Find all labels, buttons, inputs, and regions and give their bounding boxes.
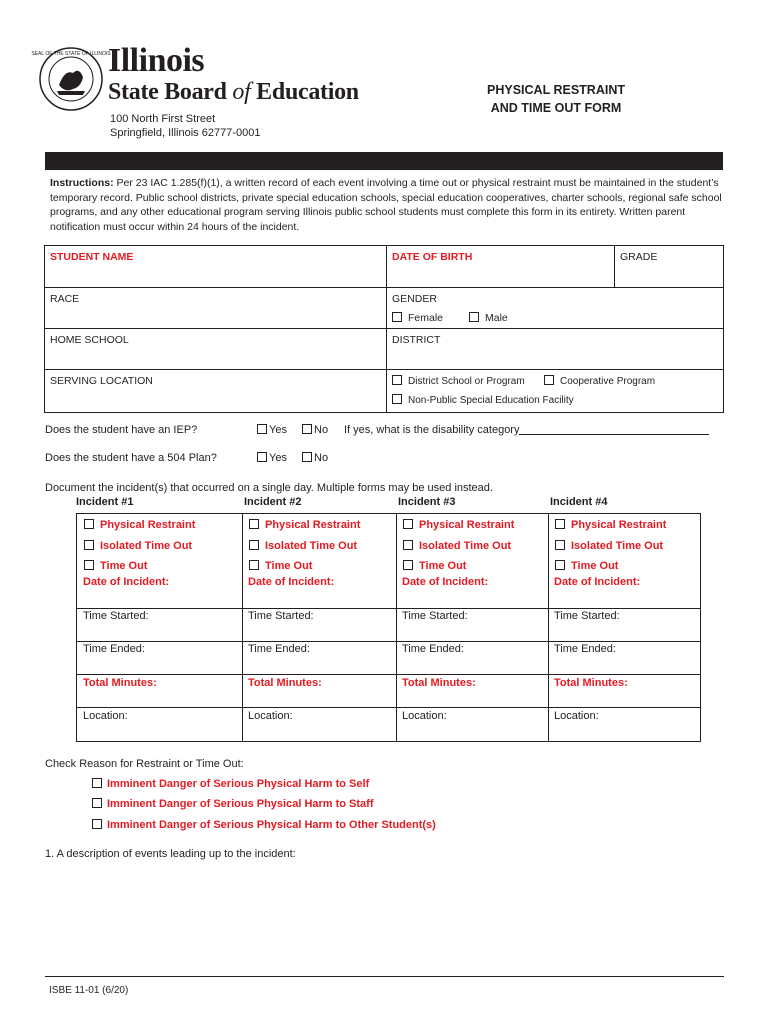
incident-3-time-started[interactable]: Time Started:: [402, 610, 468, 622]
student-info-table: [45, 246, 724, 413]
checkbox[interactable]: [249, 540, 259, 550]
serving-location-label: SERVING LOCATION: [50, 375, 153, 387]
female-checkbox[interactable]: [392, 312, 402, 322]
checkbox[interactable]: [555, 560, 565, 570]
cooperative-checkbox[interactable]: [544, 375, 554, 385]
form-code: ISBE 11-01 (6/20): [49, 985, 129, 996]
incident-row-divider: [76, 674, 701, 675]
plan-504-no-option[interactable]: No: [302, 452, 328, 464]
incident-4-isolated-time-out[interactable]: Isolated Time Out: [555, 540, 663, 552]
district-label: DISTRICT: [392, 334, 441, 346]
incidents-intro: Document the incident(s) that occurred on a single day. Multiple forms may be used instead.: [45, 482, 493, 494]
checkbox[interactable]: [92, 819, 102, 829]
checkbox[interactable]: [403, 560, 413, 570]
incident-2-total-minutes[interactable]: Total Minutes:: [248, 677, 322, 689]
incident-1-isolated-time-out[interactable]: Isolated Time Out: [84, 540, 192, 552]
incident-4-physical-restraint[interactable]: Physical Restraint: [555, 519, 666, 531]
nonpublic-option[interactable]: Non-Public Special Education Facility: [392, 394, 574, 406]
state-seal-logo: [31, 47, 111, 111]
iep-no-checkbox[interactable]: [302, 424, 312, 434]
incident-4-header: Incident #4: [550, 496, 608, 508]
plan-504-no-checkbox[interactable]: [302, 452, 312, 462]
gender-field: [386, 287, 724, 329]
incident-1-location[interactable]: Location:: [83, 710, 128, 722]
home-school-field[interactable]: [44, 328, 387, 370]
incident-2-time-started[interactable]: Time Started:: [248, 610, 314, 622]
disability-category-question[interactable]: If yes, what is the disability category: [344, 424, 709, 436]
footer-divider: [45, 976, 724, 977]
description-input-area[interactable]: [45, 866, 724, 966]
checkbox[interactable]: [84, 540, 94, 550]
incident-3-isolated-time-out[interactable]: Isolated Time Out: [403, 540, 511, 552]
description-prompt: 1. A description of events leading up to the incident:: [45, 848, 296, 860]
address-line-2: Springfield, Illinois 62777-0001: [110, 127, 261, 139]
checkbox[interactable]: [249, 560, 259, 570]
incident-3-header: Incident #3: [398, 496, 456, 508]
reason-harm-to-self[interactable]: Imminent Danger of Serious Physical Harm to Self: [92, 778, 369, 790]
date-of-birth-field[interactable]: [386, 245, 615, 288]
incident-3-time-out[interactable]: Time Out: [403, 560, 466, 572]
address-line-1: 100 North First Street: [110, 113, 216, 125]
cooperative-option[interactable]: Cooperative Program: [544, 375, 655, 387]
incident-row-divider: [76, 641, 701, 642]
checkbox[interactable]: [84, 560, 94, 570]
plan-504-yes-checkbox[interactable]: [257, 452, 267, 462]
incident-1-date[interactable]: Date of Incident:: [83, 576, 170, 588]
incident-1-time-started[interactable]: Time Started:: [83, 610, 149, 622]
disability-category-input[interactable]: [519, 434, 709, 435]
nonpublic-checkbox[interactable]: [392, 394, 402, 404]
student-name-label: STUDENT NAME: [50, 251, 134, 263]
checkbox[interactable]: [92, 778, 102, 788]
district-field[interactable]: [386, 328, 724, 370]
gender-male-option[interactable]: Male: [469, 312, 508, 324]
incident-1-time-ended[interactable]: Time Ended:: [83, 643, 145, 655]
race-field[interactable]: [44, 287, 387, 329]
grade-field[interactable]: [614, 245, 724, 288]
incident-2-date[interactable]: Date of Incident:: [248, 576, 335, 588]
incident-2-header: Incident #2: [244, 496, 302, 508]
incident-3-date[interactable]: Date of Incident:: [402, 576, 489, 588]
gender-female-option[interactable]: Female: [392, 312, 443, 324]
incident-3-location[interactable]: Location:: [402, 710, 447, 722]
checkbox[interactable]: [555, 540, 565, 550]
checkbox[interactable]: [249, 519, 259, 529]
incident-4-total-minutes[interactable]: Total Minutes:: [554, 677, 628, 689]
checkbox[interactable]: [84, 519, 94, 529]
incident-2-time-out[interactable]: Time Out: [249, 560, 312, 572]
incident-4-time-started[interactable]: Time Started:: [554, 610, 620, 622]
plan-504-question: Does the student have a 504 Plan?: [45, 452, 217, 464]
incident-1-total-minutes[interactable]: Total Minutes:: [83, 677, 157, 689]
incident-2-location[interactable]: Location:: [248, 710, 293, 722]
grade-label: GRADE: [620, 251, 658, 263]
male-checkbox[interactable]: [469, 312, 479, 322]
home-school-label: HOME SCHOOL: [50, 334, 129, 346]
checkbox[interactable]: [555, 519, 565, 529]
form-title: PHYSICAL RESTRAINT AND TIME OUT FORM: [487, 83, 625, 115]
reason-harm-to-others[interactable]: Imminent Danger of Serious Physical Harm to Other Student(s): [92, 819, 436, 831]
district-school-checkbox[interactable]: [392, 375, 402, 385]
incident-4-location[interactable]: Location:: [554, 710, 599, 722]
incident-2-physical-restraint[interactable]: Physical Restraint: [249, 519, 360, 531]
incident-3-physical-restraint[interactable]: Physical Restraint: [403, 519, 514, 531]
reason-harm-to-staff[interactable]: Imminent Danger of Serious Physical Harm to Staff: [92, 798, 374, 810]
district-school-option[interactable]: District School or Program: [392, 375, 525, 387]
incident-1-time-out[interactable]: Time Out: [84, 560, 147, 572]
reason-heading: Check Reason for Restraint or Time Out:: [45, 758, 244, 770]
iep-yes-checkbox[interactable]: [257, 424, 267, 434]
incident-row-divider: [76, 707, 701, 708]
iep-yes-option[interactable]: Yes: [257, 424, 287, 436]
incident-1-header: Incident #1: [76, 496, 134, 508]
student-name-field[interactable]: [44, 245, 387, 288]
date-of-birth-label: DATE OF BIRTH: [392, 251, 473, 263]
incident-3-total-minutes[interactable]: Total Minutes:: [402, 677, 476, 689]
incident-4-time-out[interactable]: Time Out: [555, 560, 618, 572]
incident-row-divider: [76, 608, 701, 609]
checkbox[interactable]: [403, 519, 413, 529]
serving-location-options: [386, 369, 724, 413]
header-divider-bar: [45, 152, 723, 170]
plan-504-yes-option[interactable]: Yes: [257, 452, 287, 464]
checkbox[interactable]: [92, 798, 102, 808]
incident-1-physical-restraint[interactable]: Physical Restraint: [84, 519, 195, 531]
incident-3-time-ended[interactable]: Time Ended:: [402, 643, 464, 655]
brand-name: Illinois: [108, 42, 205, 79]
serving-location-field[interactable]: [44, 369, 387, 413]
instructions: Instructions: Per 23 IAC 1.285(f)(1), a written record of each event involving a time out or physical restraint must be maintained in the student’s temporary record. Public school districts, private special education schools, special education cooperatives, charter schools, regional safe school programs, and any other educational program serving Illinois public school students must complete this form in its entirety. Written parent notification must occur within 24 hours of the incident.: [50, 177, 722, 233]
incident-4-time-ended[interactable]: Time Ended:: [554, 643, 616, 655]
race-label: RACE: [50, 293, 80, 305]
iep-no-option[interactable]: No: [302, 424, 328, 436]
iep-question: Does the student have an IEP?: [45, 424, 198, 436]
incident-4-date[interactable]: Date of Incident:: [554, 576, 641, 588]
svg-text:SEAL OF THE STATE OF ILLINOIS: SEAL OF THE STATE OF ILLINOIS: [31, 51, 111, 57]
gender-label: GENDER: [392, 293, 437, 305]
incident-2-isolated-time-out[interactable]: Isolated Time Out: [249, 540, 357, 552]
checkbox[interactable]: [403, 540, 413, 550]
brand-subtitle: State Board of Education: [108, 79, 359, 105]
incident-2-time-ended[interactable]: Time Ended:: [248, 643, 310, 655]
